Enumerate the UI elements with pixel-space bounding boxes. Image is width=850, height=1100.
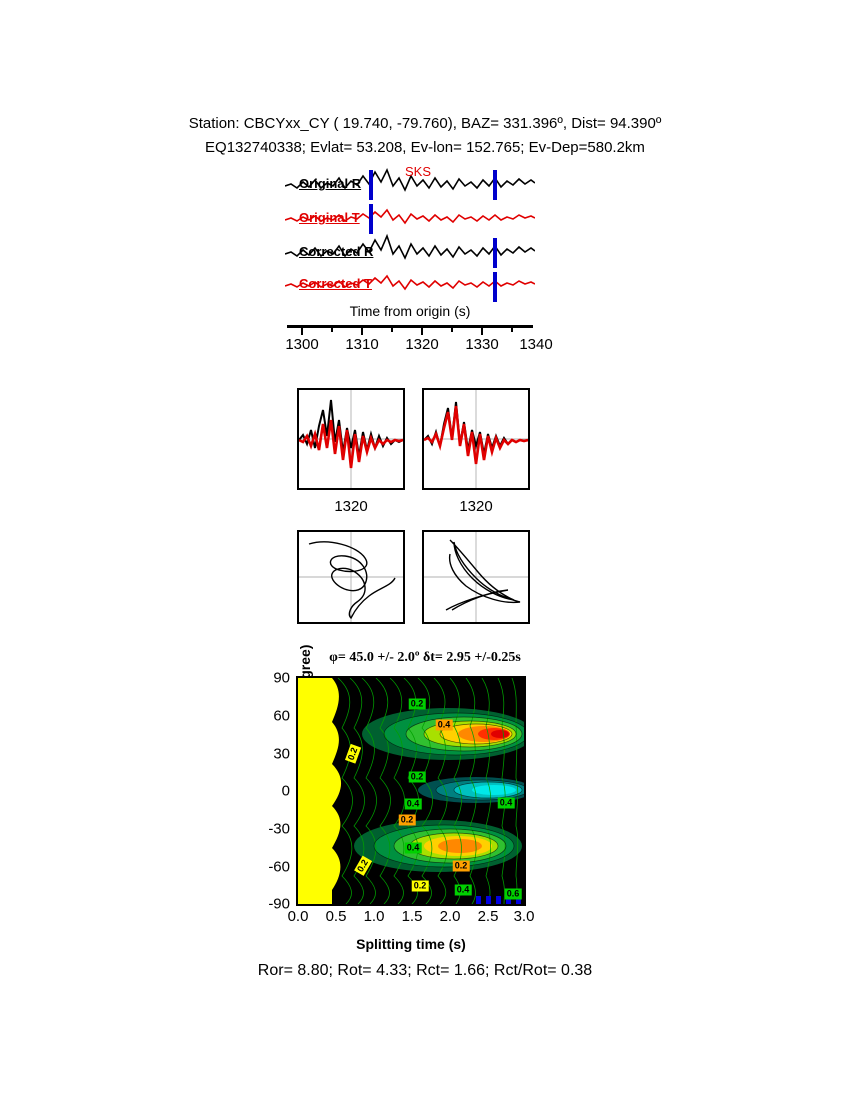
compare-box-label-right: 1320 — [459, 498, 493, 515]
time-axis-tick — [331, 328, 333, 332]
time-axis-tick — [391, 328, 393, 332]
particle-motion-right — [424, 532, 528, 622]
x-tick-label: 0.0 — [287, 908, 309, 925]
phase-marker-sks-4 — [493, 272, 497, 302]
time-axis-tick-label: 1300 — [285, 336, 319, 353]
time-axis-tick — [451, 328, 453, 332]
waveform-panel — [285, 164, 535, 308]
time-axis-tick-label: 1310 — [345, 336, 379, 353]
time-axis-tick — [481, 328, 483, 335]
time-axis — [283, 303, 553, 363]
time-axis-line — [287, 325, 533, 328]
compare-traces-right — [424, 390, 528, 488]
trace-label-corrected-r: Corrected R — [299, 244, 374, 259]
y-tick-label: 0 — [281, 782, 290, 800]
time-axis-tick — [301, 328, 303, 335]
contour-label: 0.4 — [406, 798, 420, 809]
time-axis-tick — [511, 328, 513, 332]
trace-label-original-r: Original R — [299, 176, 362, 191]
waveform-compare-box-right — [422, 388, 530, 490]
trace-label-original-t: Original T — [299, 210, 360, 225]
x-tick-label: 2.5 — [477, 908, 499, 925]
y-tick-label: 60 — [273, 707, 290, 725]
contour-label: 0.4 — [456, 884, 470, 895]
y-tick-label: -90 — [268, 895, 290, 913]
contour-label: 0.2 — [413, 880, 427, 891]
figure-header — [0, 112, 850, 160]
event-info-line: EQ132740338; Evlat= 53.208, Ev-lon= 152.765; Ev-Dep=580.2km — [205, 139, 645, 156]
contour-surface — [298, 678, 524, 904]
station-info-line: Station: CBCYxx_CY ( 19.740, -79.760), BAZ= 331.396º, Dist= 94.390º — [188, 115, 662, 132]
y-tick-label: -60 — [268, 858, 290, 876]
phase-marker-sks-2 — [369, 204, 373, 234]
waveform-compare-box-left — [297, 388, 405, 490]
contour-x-axis-title: Splitting time (s) — [356, 936, 466, 952]
contour-x-ticks — [287, 908, 535, 934]
compare-box-label-left: 1320 — [334, 498, 368, 515]
contour-label: 0.2 — [410, 771, 424, 782]
time-axis-title: Time from origin (s) — [349, 303, 471, 319]
x-tick-label: 1.0 — [363, 908, 385, 925]
contour-y-ticks — [244, 669, 290, 913]
quality-metrics-footer: Ror= 8.80; Rot= 4.33; Rct= 1.66; Rct/Rot= 0.38 — [257, 962, 593, 979]
y-tick-label: -30 — [268, 820, 290, 838]
phase-marker-end-1 — [493, 170, 497, 200]
particle-motion-left — [299, 532, 403, 622]
phase-marker-sks-3 — [493, 238, 497, 268]
time-axis-tick — [421, 328, 423, 335]
particle-motion-box-right — [422, 530, 530, 624]
contour-label: 0.2 — [354, 856, 372, 876]
time-axis-tick-label: 1320 — [405, 336, 439, 353]
time-axis-tick-label: 1340 — [519, 336, 553, 353]
sks-phase-label: SKS — [405, 164, 432, 179]
y-tick-label: 90 — [273, 669, 290, 687]
time-axis-tick — [361, 328, 363, 335]
contour-label: 0.2 — [345, 744, 361, 763]
trace-label-corrected-t: Corrected T — [299, 276, 372, 291]
contour-label: 0.2 — [400, 814, 414, 825]
contour-label: 0.4 — [406, 842, 420, 853]
x-tick-label: 1.5 — [401, 908, 423, 925]
x-tick-label: 3.0 — [513, 908, 535, 925]
contour-label: 0.4 — [437, 719, 451, 730]
particle-motion-box-left — [297, 530, 405, 624]
contour-plot-title: φ= 45.0 +/- 2.0º δt= 2.95 +/-0.25s — [329, 650, 521, 665]
contour-label: 0.6 — [506, 888, 520, 899]
y-tick-label: 30 — [273, 745, 290, 763]
contour-label: 0.4 — [499, 797, 513, 808]
contour-label: 0.2 — [410, 698, 424, 709]
time-axis-tick-label: 1330 — [465, 336, 499, 353]
compare-traces-left — [299, 390, 403, 488]
x-tick-label: 2.0 — [439, 908, 461, 925]
x-tick-label: 0.5 — [325, 908, 347, 925]
contour-label: 0.2 — [454, 860, 468, 871]
phase-marker-sks-1 — [369, 170, 373, 200]
splitting-misfit-contour-plot[interactable] — [296, 676, 526, 906]
